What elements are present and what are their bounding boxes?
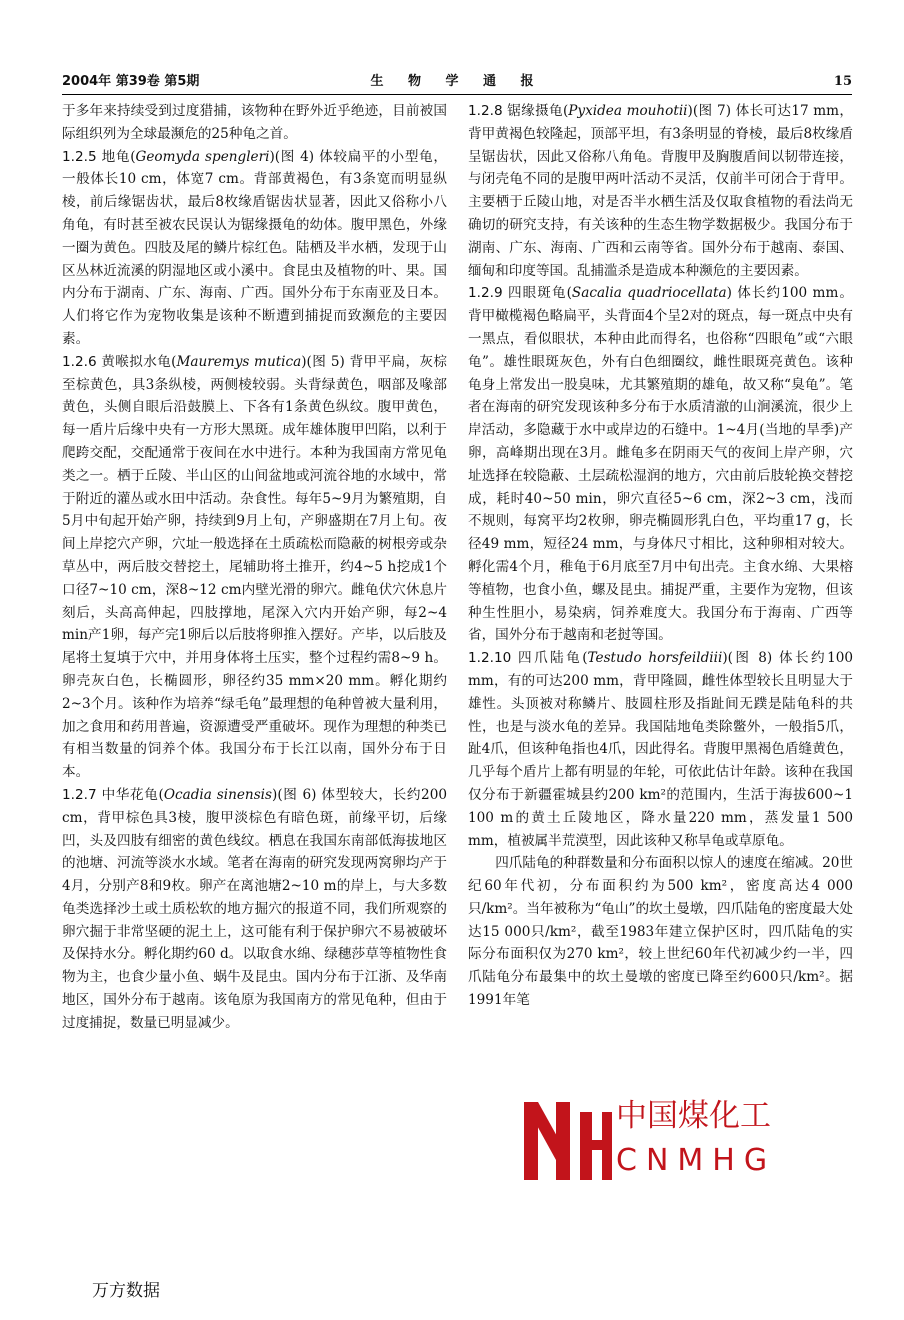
- species-name: 地龟: [101, 148, 131, 165]
- figure-ref: (图 6): [277, 786, 317, 803]
- section-body: 体长约100 mm，有的可达200 mm，背甲隆圆，雌性体型较长且明显大于雄性。头顶被对称鳞片、肢圆柱形及指趾间无蹼是陆龟科的共性，也是与淡水龟的差异。我国陆地龟类除鳖外，一般指5爪，趾4爪，但该种龟指也4爪，因此得名。背腹甲黑褐色盾缝黄色，几乎每个盾片上都有明显的年轮，可依此估计年龄。该种在我国仅分布于新疆霍城县约200 km²的范围内，生活于海拔600~1 100 m的黄土丘陵地区，降水量220 mm，蒸发量1 500 mm，植被属半荒漠型，因此该种又称旱龟或草原龟。: [468, 650, 854, 849]
- section-1-2-10: 1.2.10 四爪陆龟(Testudo horsfeildiii)(图 8) 体长约100 mm，有的可达200 mm，背甲隆圆，雌性体型较长且明显大于雄性。头顶被对称鳞片、肢圆柱形及指趾间无蹼是陆龟科的共性，也是与淡水龟的差异。我国陆地龟类除鳖外，一般指5爪，趾4爪，但该种龟指也4爪，因此得名。背腹甲黑褐色盾缝黄色，几乎每个盾片上都有明显的年轮，可依此估计年龄。该种在我国仅分布于新疆霍城县约200 km²的范围内，生活于海拔600~1 100 m的黄土丘陵地区，降水量220 mm，蒸发量1 500 mm，植被属半荒漠型，因此该种又称旱龟或草原龟。: [468, 650, 854, 849]
- watermark: [520, 1092, 850, 1188]
- species-name: 锯缘摄龟: [507, 103, 563, 119]
- section-body: 背甲平扁，灰棕至棕黄色，具3条纵棱，两侧棱较弱。头背绿黄色，咽部及喙部黄色，头侧自眼后沿鼓膜上、下各有1条黄色纵纹。腹甲黄色，每一盾片后缘中央有一方形大黑斑。成年雄体腹甲凹陷，以利于爬跨交配，交配通常于夜间在水中进行。本种为我国南方常见龟类之一。栖于丘陵、半山区的山间盆地或河流谷地的水域中，常于附近的灌丛或水田中活动。杂食性。每年5~9月为繁殖期，自5月中旬起开始产卵，持续到9月上旬，产卵盛期在7月上旬。夜间上岸挖穴产卵，穴址一般选择在土质疏松而隐蔽的树根旁或杂草丛中，两后肢交替挖土，尾辅助将土推开，约4~5 h挖成1个口径7~10 cm，深8~12 cm内壁光滑的卵穴。雌龟伏穴休息片刻后，头高高伸起，四肢撑地，尾深入穴内开始产卵，每2~4 min产1卵，每产完1卵后以后肢将卵推入摆好。产毕，以后肢及尾将土复填于穴中，并用身体将土压实，整个过程约需8~9 h。卵壳灰白色，长椭圆形，卵径约35 mm×20 mm。孵化期约2~3个月。该种作为培养“绿毛龟”最理想的龟种曾被大量利用，加之食用和药用普遍，资源遭受严重破坏。现作为理想的种类已有相当数量的饲养个体。我国分布于长江以南，国外分布于日本。: [62, 353, 447, 781]
- section-body: 体较扁平的小型龟，一般体长10 cm，体宽7 cm。背部黄褐色，有3条宽而明显纵棱，前后缘锯齿状，最后8枚缘盾锯齿状显著，因此又俗称小八角龟，有时甚至被农民误认为锯缘摄龟的幼体。腹甲黑色，外缘一圈为黄色。四肢及尾的鳞片棕红色。陆栖及半水栖，发现于山区丛林近流溪的阴湿地区或小溪中。食昆虫及植物的叶、果。国内分布于湖南、广东、海南、广西。国外分布于东南亚及日本。人们将它作为宠物收集是该种不断遭到捕捉而致濒危的主要因素。: [62, 148, 448, 347]
- section-number: 1.2.9: [468, 285, 503, 302]
- section-number: 1.2.7: [62, 786, 97, 803]
- section-body: 体长可达17 mm，背甲黄褐色较隆起，顶部平坦，有3条明显的脊棱，最后8枚缘盾呈锯齿状，因此又俗称八角龟。背腹甲及胸腹盾间以韧带连接，与闭壳龟不同的是腹甲两叶活动不灵活，仅前半可闭合于背甲。主要栖于丘陵山地，对是否半水栖生活及仅取食植物的看法尚无确切的研究支持，有关该种的生态生物学数据极少。我国分布于湖南、广东、海南、广西和云南等省。国外分布于越南、泰国、缅甸和印度等国。乱捕滥杀是造成本种濒危的主要因素。: [468, 103, 853, 279]
- section-number: 1.2.10: [468, 650, 512, 667]
- watermark-en-text: CNMHG: [616, 1143, 777, 1178]
- figure-ref: (图 7): [692, 103, 731, 119]
- latin-name: Pyxidea mouhotii: [568, 103, 688, 119]
- section-number: 1.2.5: [62, 148, 97, 165]
- watermark-cn-text: 中国煤化工: [612, 1096, 775, 1136]
- latin-name: Testudo horsfeildiii: [587, 650, 723, 667]
- section-1-2-9: 1.2.9 四眼斑龟(Sacalia quadriocellata) 体长约100 mm。背甲橄榄褐色略扁平，头背面4个呈2对的斑点，每一斑点中央有一黑点，看似眼状，本种由此而得名，也俗称“四眼龟”或“六眼龟”。雄性眼斑灰色，外有白色细圈纹，雌性眼斑亮黄色。该种龟身上常发出一股臭味，尤其繁殖期的雄龟，故又称“臭龟”。笔者在海南的研究发现该种多分布于水质清澈的山涧溪流，很少上岸活动，多隐藏于水中或岸边的石缝中。1~4月(当地的旱季)产卵，高峰期出现在3月。雌龟多在阴雨天气的夜间上岸产卵，穴址选择在较隐蔽、土层疏松湿润的地方，穴由前后肢轮换交替挖成，耗时40~50 min，卵穴直径5~6 cm，深2~3 cm，浅而不规则，每窝平均2枚卵，卵壳椭圆形乳白色，平均重17 g，长径49 mm，短径24 mm，与身体尺寸相比，这种卵相对较大。孵化需4个月，稚龟于6月底至7月中旬出壳。主食水绵、大果榕等植物，也食小鱼，螺及昆虫。捕捉严重，主要作为宠物，但该种生性胆小，易染病，饲养难度大。我国分布于海南、广西等省，国外分布于越南和老挝等国。: [468, 285, 853, 644]
- watermark-logo-icon: [520, 1092, 612, 1184]
- latin-name: Geomyda spengleri: [135, 148, 270, 165]
- paragraph-continuation: 于多年来持续受到过度猎捕，该物种在野外近乎绝迹，目前被国际组织列为全球最濒危的25种龟之首。: [62, 103, 447, 142]
- footer-source: 万方数据: [92, 1281, 160, 1301]
- journal-issue: 2004年 第39卷 第5期: [62, 74, 200, 89]
- section-1-2-6: 1.2.6 黄喉拟水龟(Mauremys mutica)(图 5) 背甲平扁，灰棕至棕黄色，具3条纵棱，两侧棱较弱。头背绿黄色，咽部及喙部黄色，头侧自眼后沿鼓膜上、下各有1条黄色纵纹。腹甲黄色，每一盾片后缘中央有一方形大黑斑。成年雄体腹甲凹陷，以利于爬跨交配，交配通常于夜间在水中进行。本种为我国南方常见龟类之一。栖于丘陵、半山区的山间盆地或河流谷地的水域中，常于附近的灌丛或水田中活动。杂食性。每年5~9月为繁殖期，自5月中旬起开始产卵，持续到9月上旬，产卵盛期在7月上旬。夜间上岸挖穴产卵，穴址一般选择在土质疏松而隐蔽的树根旁或杂草丛中，两后肢交替挖土，尾辅助将土推开，约4~5 h挖成1个口径7~10 cm，深8~12 cm内壁光滑的卵穴。雌龟伏穴休息片刻后，头高高伸起，四肢撑地，尾深入穴内开始产卵，每2~4 min产1卵，每产完1卵后以后肢将卵推入摆好。产毕，以后肢及尾将土复填于穴中，并用身体将土压实，整个过程约需8~9 h。卵壳灰白色，长椭圆形，卵径约35 mm×20 mm。孵化期约2~3个月。该种作为培养“绿毛龟”最理想的龟种曾被大量利用，加之食用和药用普遍，资源遭受严重破坏。现作为理想的种类已有相当数量的饲养个体。我国分布于长江以南，国外分布于日本。: [62, 353, 447, 781]
- figure-ref: (图 5): [306, 353, 345, 370]
- left-column: [62, 100, 447, 1035]
- section-1-2-7: 1.2.7 中华花龟(Ocadia sinensis)(图 6) 体型较大，长约200 cm，背甲棕色具3棱，腹甲淡棕色有暗色斑，前缘平切，后缘凹，头及四肢有细密的黄色线纹。栖息在我国东南部低海拔地区的池塘、河流等淡水水域。笔者在海南的研究发现两窝卵均产于4月，分别产8和9枚。卵产在离池塘2~10 m的岸上，与大多数龟类选择沙土或土质松软的地方掘穴的报道不同，我们所观察的卵穴掘于非常坚硬的泥土上，这可能有利于保护卵穴不易被破坏及保持水分。孵化期约60 d。以取食水绵、绿穗莎草等植物性食物为主，也食少量小鱼、蜗牛及昆虫。国内分布于江浙、及华南地区，国外分布于越南。该龟原为我国南方的常见龟种，但由于过度捕捉，数量已明显减少。: [62, 786, 448, 1031]
- species-name: 黄喉拟水龟: [101, 353, 172, 370]
- latin-name: Ocadia sinensis: [163, 786, 272, 803]
- section-number: 1.2.8: [468, 103, 503, 119]
- latin-name: Mauremys mutica: [176, 353, 302, 370]
- section-body: 体型较大，长约200 cm，背甲棕色具3棱，腹甲淡棕色有暗色斑，前缘平切，后缘凹，头及四肢有细密的黄色线纹。栖息在我国东南部低海拔地区的池塘、河流等淡水水域。笔者在海南的研究发现两窝卵均产于4月，分别产8和9枚。卵产在离池塘2~10 m的岸上，与大多数龟类选择沙土或土质松软的地方掘穴的报道不同，我们所观察的卵穴掘于非常坚硬的泥土上，这可能有利于保护卵穴不易被破坏及保持水分。孵化期约60 d。以取食水绵、绿穗莎草等植物性食物为主，也食少量小鱼、蜗牛及昆虫。国内分布于江浙、及华南地区，国外分布于越南。该龟原为我国南方的常见龟种，但由于过度捕捉，数量已明显减少。: [62, 786, 448, 1031]
- figure-ref: (图 8): [727, 650, 773, 667]
- section-1-2-5: 1.2.5 地龟(Geomyda spengleri)(图 4) 体较扁平的小型龟，一般体长10 cm，体宽7 cm。背部黄褐色，有3条宽而明显纵棱，前后缘锯齿状，最后8枚缘盾锯齿状显著，因此又俗称小八角龟，有时甚至被农民误认为锯缘摄龟的幼体。腹甲黑色，外缘一圈为黄色。四肢及尾的鳞片棕红色。陆栖及半水栖，发现于山区丛林近流溪的阴湿地区或小溪中。食昆虫及植物的叶、果。国内分布于湖南、广东、海南、广西。国外分布于东南亚及日本。人们将它作为宠物收集是该种不断遭到捕捉而致濒危的主要因素。: [62, 148, 448, 347]
- species-name: 四爪陆龟: [518, 650, 583, 667]
- section-body: 体长约100 mm。背甲橄榄褐色略扁平，头背面4个呈2对的斑点，每一斑点中央有一黑点，看似眼状，本种由此而得名，也俗称“四眼龟”或“六眼龟”。雄性眼斑灰色，外有白色细圈纹，雌性眼斑亮黄色。该种龟身上常发出一股臭味，尤其繁殖期的雄龟，故又称“臭龟”。笔者在海南的研究发现该种多分布于水质清澈的山涧溪流，很少上岸活动，多隐藏于水中或岸边的石缝中。1~4月(当地的旱季)产卵，高峰期出现在3月。雌龟多在阴雨天气的夜间上岸产卵，穴址选择在较隐蔽、土层疏松湿润的地方，穴由前后肢轮换交替挖成，耗时40~50 min，卵穴直径5~6 cm，深2~3 cm，浅而不规则，每窝平均2枚卵，卵壳椭圆形乳白色，平均重17 g，长径49 mm，短径24 mm，与身体尺寸相比，这种卵相对较大。孵化需4个月，稚龟于6月底至7月中旬出壳。主食水绵、大果榕等植物，也食小鱼，螺及昆虫。捕捉严重，主要作为宠物，但该种生性胆小，易染病，饲养难度大。我国分布于海南、广西等省，国外分布于越南和老挝等国。: [468, 285, 853, 644]
- species-name: 四眼斑龟: [507, 285, 567, 302]
- right-column: [468, 100, 853, 1012]
- figure-ref: (图 4): [274, 148, 315, 165]
- running-header: [62, 72, 852, 95]
- journal-title: 生 物 学 通 报: [370, 74, 544, 89]
- species-name: 中华花龟: [101, 786, 159, 803]
- page-number: 15: [833, 74, 852, 89]
- section-1-2-8: 1.2.8 锯缘摄龟(Pyxidea mouhotii)(图 7) 体长可达17 mm，背甲黄褐色较隆起，顶部平坦，有3条明显的脊棱，最后8枚缘盾呈锯齿状，因此又俗称八角龟。背腹甲及胸腹盾间以韧带连接，与闭壳龟不同的是腹甲两叶活动不灵活，仅前半可闭合于背甲。主要栖于丘陵山地，对是否半水栖生活及仅取食植物的看法尚无确切的研究支持，有关该种的生态生物学数据极少。我国分布于湖南、广东、海南、广西和云南等省。国外分布于越南、泰国、缅甸和印度等国。乱捕滥杀是造成本种濒危的主要因素。: [468, 103, 853, 279]
- paragraph-population-decline: 四爪陆龟的种群数量和分布面积以惊人的速度在缩减。20世纪60年代初，分布面积约为500 km²，密度高达4 000只/km²。当年被称为“龟山”的坎土曼墩，四爪陆龟的密度最大处达15 000只/km²，截至1983年建立保护区时，四爪陆龟的实际分布面积仅为270 km²，较上世纪60年代初减少约一半，四爪陆龟分布最集中的坎土曼墩的密度已降至约600只/km²。据1991年笔: [468, 855, 853, 1009]
- latin-name: Sacalia quadriocellata: [571, 285, 727, 302]
- section-number: 1.2.6: [62, 353, 97, 370]
